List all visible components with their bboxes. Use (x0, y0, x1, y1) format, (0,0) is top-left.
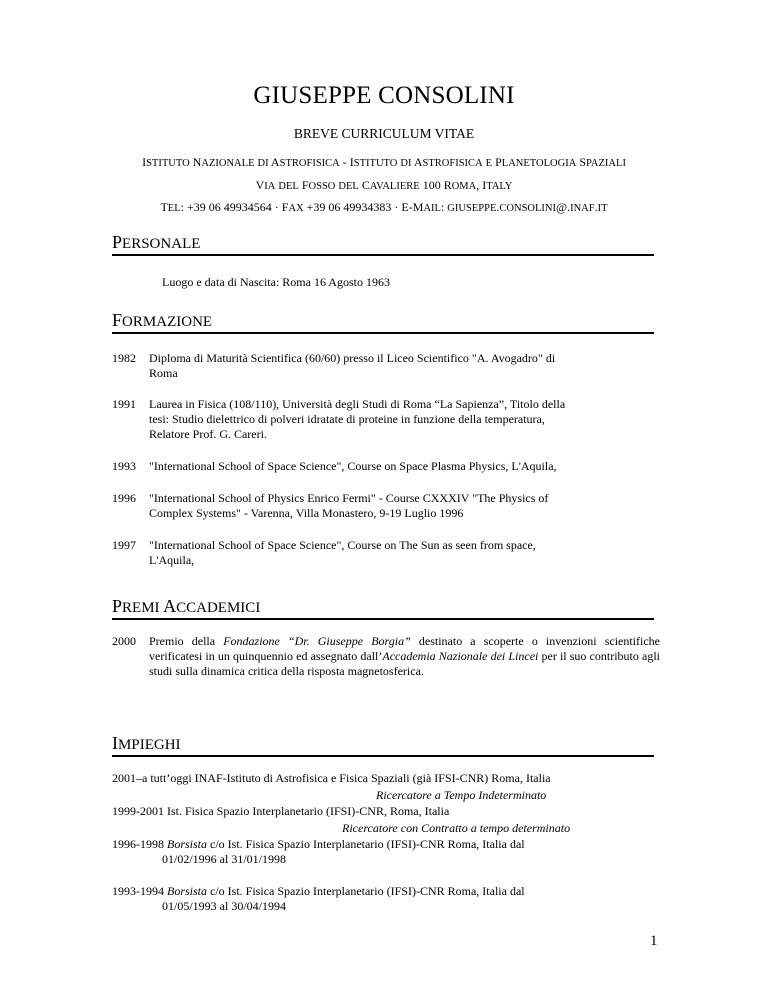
education-text: Roma (149, 366, 178, 380)
section-title-premi: PREMI ACCADEMICI (112, 596, 261, 616)
award-text-part: per il suo contributo agli studi sulla dinamica critica della risposta magnetosferica. (149, 649, 660, 678)
education-year: 1993 (112, 459, 136, 473)
section-title-personale: PERSONALE (112, 232, 201, 252)
address-text: VIA DEL FOSSO DEL CAVALIERE 100 ROMA, ITALY (255, 178, 513, 192)
employment-place: c/o Ist. Fisica Spazio Interplanetario (IFSI)-CNR Roma, Italia dal (207, 884, 525, 898)
award-text-part: Premio della (149, 634, 224, 648)
education-year: 1991 (112, 397, 136, 411)
section-rule (112, 618, 654, 620)
employment-line: 1999-2001 Ist. Fisica Spazio Interplanetario (IFSI)-CNR, Roma, Italia (112, 804, 450, 818)
employment-years: 1996-1998 (112, 837, 164, 851)
education-text: "International School of Space Science", Course on Space Plasma Physics, L'Aquila, (149, 459, 557, 473)
birth-info: Luogo e data di Nascita: Roma 16 Agosto 1963 (162, 275, 390, 289)
education-text: "International School of Physics Enrico Fermi" - Course CXXXIV "The Physics of (149, 491, 549, 505)
address-line (0, 178, 768, 193)
academy-name: Accademia Nazionale dei Lincei (382, 649, 539, 663)
employment-line (112, 884, 525, 899)
page-number: 1 (650, 933, 658, 949)
contact-text: TEL: +39 06 49934564 · FAX +39 06 49934383 · E-MAIL: GIUSEPPE.CONSOLINI@.INAF.IT (160, 200, 608, 214)
institute-text: ISTITUTO NAZIONALE DI ASTROFISICA - ISTITUTO DI ASTROFISICA E PLANETOLOGIA SPAZIALI (142, 155, 626, 169)
employment-position: Borsista (167, 837, 208, 851)
education-year: 1997 (112, 538, 136, 552)
contact-line (0, 200, 768, 215)
section-title-impieghi: IMPIEGHI (112, 733, 181, 753)
employment-line: 2001–a tutt’oggi INAF-Istituto di Astrofisica e Fisica Spaziali (già IFSI-CNR) Roma, Italia (112, 771, 551, 785)
employment-role: Ricercatore a Tempo Indeterminato (376, 788, 547, 802)
award-text (149, 634, 660, 679)
education-text: Diploma di Maturità Scientifica (60/60) presso il Liceo Scientifico "A. Avogadro" di (149, 351, 556, 365)
employment-place: c/o Ist. Fisica Spazio Interplanetario (IFSI)-CNR Roma, Italia dal (207, 837, 525, 851)
education-text: Laurea in Fisica (108/110), Università degli Studi di Roma “La Sapienza”, Titolo della (149, 397, 566, 411)
award-year: 2000 (112, 634, 136, 648)
education-year: 1996 (112, 491, 136, 505)
education-year: 1982 (112, 351, 136, 365)
section-rule (112, 332, 654, 334)
education-text: Relatore Prof. G. Careri. (149, 427, 267, 441)
education-text: L'Aquila, (149, 553, 195, 567)
education-text: "International School of Space Science", Course on The Sun as seen from space, (149, 538, 536, 552)
employment-years: 1993-1994 (112, 884, 164, 898)
education-text: Complex Systems" - Varenna, Villa Monastero, 9-19 Luglio 1996 (149, 506, 464, 520)
education-text: tesi: Studio dielettrico di polveri idratate di proteine in funzione della temperatura, (149, 412, 545, 426)
employment-role: Ricercatore con Contratto a tempo determinato (342, 821, 571, 835)
cv-name: GIUSEPPE CONSOLINI (253, 82, 515, 109)
award-text-part: destinato a scoperte o invenzioni scientifiche verificatesi in un quinquennio ed assegnato dall’ (149, 634, 661, 663)
section-title-formazione: FORMAZIONE (112, 310, 213, 330)
section-rule (112, 755, 654, 757)
cv-subtitle: BREVE CURRICULUM VITAE (293, 126, 475, 141)
employment-dates: 01/02/1996 al 31/01/1998 (162, 852, 286, 866)
foundation-name: Fondazione “Dr. Giuseppe Borgia” (223, 634, 411, 648)
employment-dates: 01/05/1993 al 30/04/1994 (162, 899, 286, 913)
employment-position: Borsista (167, 884, 208, 898)
institute-line (0, 155, 768, 170)
employment-line (112, 837, 525, 852)
section-rule (112, 254, 654, 256)
